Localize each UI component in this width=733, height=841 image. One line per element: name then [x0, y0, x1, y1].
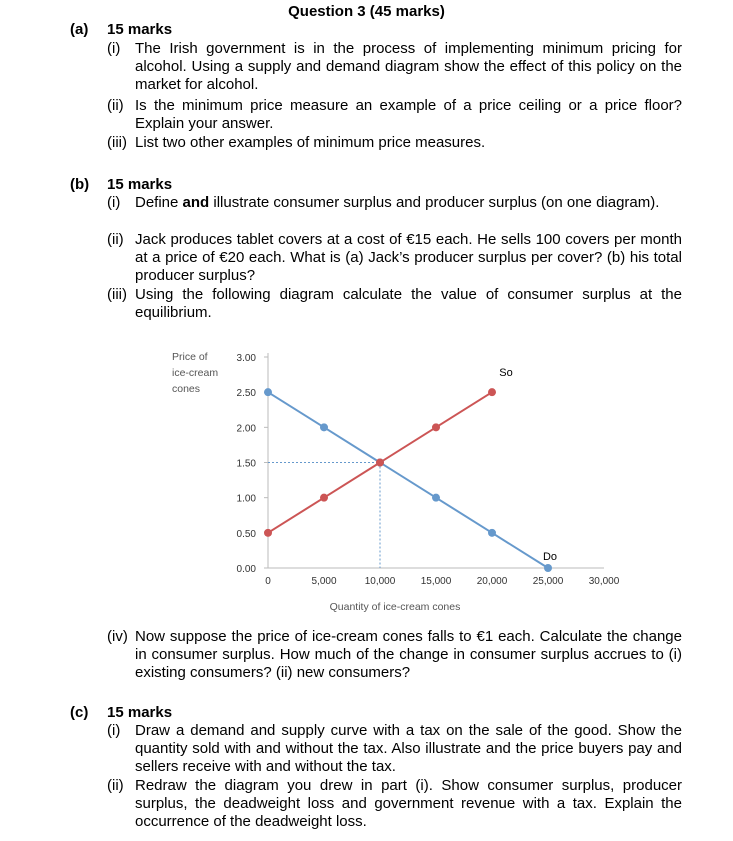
data-point-so — [320, 494, 328, 502]
question-a-i — [107, 40, 682, 94]
question-b-iv — [107, 628, 682, 682]
question-text: Now suppose the price of ice-cream cones falls to €1 each. Calculate the change in consumer surplus. How much of the change in consumer surplus accrues to (i) existing consumers? (ii) new consumers? — [135, 628, 682, 681]
axes — [268, 353, 604, 568]
equilibrium-guides — [268, 463, 380, 569]
y-tick-label: 1.00 — [236, 493, 256, 505]
x-tick-label: 20,000 — [476, 576, 508, 587]
question-number: (i) — [107, 722, 121, 739]
data-point-do — [320, 423, 328, 431]
question-b-iii — [107, 286, 682, 322]
y-ticks — [237, 353, 268, 575]
y-axis-label-line: Price of — [172, 351, 208, 363]
text-part: Define — [135, 194, 183, 211]
bold-word: and — [182, 194, 210, 211]
data-point-do — [264, 388, 272, 396]
x-tick-label: 15,000 — [420, 576, 452, 587]
data-point-so — [264, 529, 272, 537]
y-tick-label: 0.00 — [236, 564, 256, 575]
y-axis-label — [172, 351, 218, 395]
question-number: (i) — [107, 194, 121, 211]
question-number: (iv) — [107, 628, 128, 645]
y-tick-label: 2.00 — [236, 423, 256, 435]
series-line-do — [268, 392, 548, 568]
question-text: Redraw the diagram you drew in part (i). Show consumer surplus, producer surplus, the deadweight loss and government revenue with a tax. Explain the occurrence of the deadweight loss. — [135, 777, 682, 830]
question-title: Question 3 (45 marks) — [288, 3, 445, 20]
x-tick-label: 0 — [265, 576, 271, 587]
question-text: The Irish government is in the process of implementing minimum pricing for alcohol. Using a supply and demand diagram show the effect of this policy on the market for alcohol. — [135, 40, 682, 93]
x-ticks — [265, 576, 620, 587]
text-part: illustrate consumer surplus and producer surplus (on one diagram). — [209, 194, 660, 211]
series-lines — [268, 392, 548, 568]
series-label-do: Do — [542, 551, 558, 563]
x-tick-label: 10,000 — [364, 576, 396, 587]
data-point-do — [432, 494, 440, 502]
y-tick-label: 0.50 — [236, 528, 256, 540]
series-label-so: So — [499, 367, 513, 380]
question-b-i — [107, 194, 682, 212]
section-b-letter: (b) — [70, 176, 90, 193]
section-a-letter: (a) — [70, 21, 89, 38]
question-number: (ii) — [107, 777, 124, 794]
data-point-so — [488, 388, 496, 396]
question-number: (ii) — [107, 97, 124, 114]
question-b-ii — [107, 231, 682, 285]
x-tick-label: 5,000 — [311, 576, 337, 587]
y-axis-label-line: cones — [172, 383, 201, 395]
question-number: (i) — [107, 40, 121, 57]
ice-cream-chart — [160, 340, 640, 620]
x-tick-label: 25,000 — [532, 576, 564, 587]
question-text: Using the following diagram calculate the value of consumer surplus at the equilibrium. — [135, 286, 682, 321]
data-point-do — [488, 529, 496, 537]
section-b-marks: 15 marks — [107, 176, 173, 193]
question-a-iii — [107, 134, 682, 152]
data-point-so — [432, 423, 440, 431]
question-text: Jack produces tablet covers at a cost of €15 each. He sells 100 covers per month at a price of €20 each. What is (a) Jack’s producer surplus per cover? (b) his total producer surplus? — [135, 231, 682, 284]
y-tick-label: 1.50 — [236, 458, 256, 470]
x-axis-label: Quantity of ice-cream cones — [329, 601, 461, 613]
y-tick-label: 2.50 — [236, 388, 256, 400]
question-c-i — [107, 722, 682, 776]
question-text: Draw a demand and supply curve with a tax on the sale of the good. Show the quantity sold with and without the tax. Also illustrate and the price buyers pay and sellers receive with and without the tax. — [135, 722, 682, 775]
question-number: (iii) — [107, 134, 127, 151]
question-a-ii — [107, 97, 682, 133]
section-c-marks: 15 marks — [107, 704, 173, 721]
question-text — [135, 194, 682, 212]
section-a-marks: 15 marks — [107, 21, 173, 38]
question-text: List two other examples of minimum price measures. — [135, 134, 486, 151]
question-c-ii — [107, 777, 682, 831]
question-number: (ii) — [107, 231, 124, 248]
question-text: Is the minimum price measure an example of a price ceiling or a price floor? Explain your answer. — [135, 97, 682, 132]
data-point-do — [544, 564, 552, 572]
section-c-letter: (c) — [70, 704, 89, 721]
x-tick-label: 30,000 — [588, 576, 620, 587]
data-point-so — [376, 459, 384, 467]
question-number: (iii) — [107, 286, 127, 303]
y-axis-label-line: ice-cream — [172, 367, 219, 379]
y-tick-label: 3.00 — [236, 353, 256, 364]
series-labels — [499, 367, 557, 563]
